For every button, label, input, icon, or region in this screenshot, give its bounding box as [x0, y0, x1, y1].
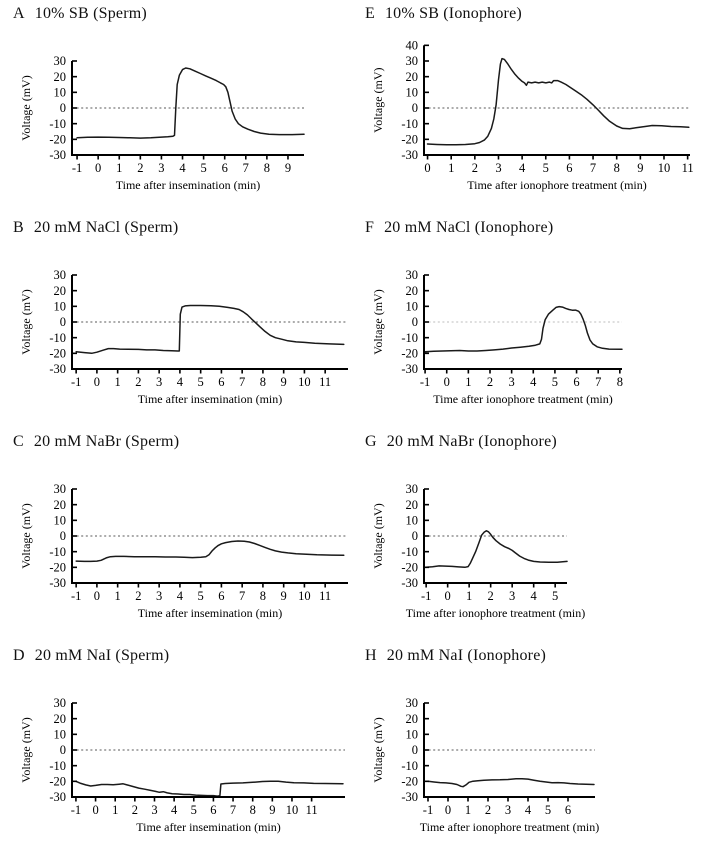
y-axis-title: Voltage (mV) [371, 67, 385, 133]
x-tick-label: 6 [564, 803, 572, 817]
y-tick-label: 10 [53, 727, 66, 742]
y-tick-label: -30 [401, 790, 418, 805]
y-tick-label: 10 [405, 85, 418, 100]
y-tick-label: -10 [401, 330, 418, 345]
x-tick-label: 1 [114, 375, 121, 389]
x-tick-label: 5 [544, 803, 552, 817]
x-tick-label: -1 [420, 589, 432, 603]
y-tick-label: -30 [401, 576, 418, 591]
x-tick-label: -1 [422, 803, 434, 817]
x-tick-label: 1 [114, 589, 121, 603]
x-axis-title: Time after ionophore treatment (min) [467, 178, 647, 192]
y-tick-label: 30 [53, 268, 66, 283]
x-tick-group [421, 583, 558, 603]
x-tick-label: 2 [135, 589, 142, 603]
x-tick-label: 5 [197, 589, 204, 603]
x-tick-label: 7 [242, 161, 249, 175]
voltage-trace [425, 307, 622, 352]
y-tick-label: 30 [405, 268, 418, 283]
y-tick-label: 40 [405, 38, 418, 53]
x-tick-label: 9 [269, 803, 276, 817]
x-tick-group [424, 155, 693, 175]
x-tick-label: 1 [466, 589, 473, 603]
x-tick-label: 8 [613, 161, 620, 175]
y-axis-title: Voltage (mV) [19, 503, 33, 569]
panel-condition-label: 20 mM NaCl (Ionophore) [384, 219, 554, 236]
y-tick-label: 20 [405, 497, 418, 512]
panel-E [352, 0, 704, 214]
panel-letter: E [365, 5, 375, 22]
y-tick-label: 10 [405, 299, 418, 314]
x-axis-title: Time after ionophore treatment (min) [419, 820, 600, 834]
x-tick-label: 10 [298, 589, 311, 603]
x-tick-label: 8 [259, 375, 267, 389]
chart-C [0, 428, 352, 642]
y-tick-label: 10 [53, 299, 66, 314]
x-tick-label: 11 [681, 161, 694, 175]
y-tick-label: -10 [401, 116, 418, 131]
x-axis-title: Time after ionophore treatment (min) [405, 606, 586, 620]
x-tick-label: 6 [566, 161, 573, 175]
x-tick-label: 7 [239, 589, 246, 603]
x-tick-label: 3 [509, 589, 516, 603]
y-tick-label: 0 [411, 315, 418, 330]
x-tick-label: 5 [551, 375, 559, 389]
x-tick-label: 8 [259, 589, 267, 603]
y-axis-title: Voltage (mV) [371, 503, 385, 569]
y-tick-label: 10 [405, 727, 418, 742]
x-axis-title: Time after insemination (min) [137, 606, 283, 620]
x-tick-label: 2 [135, 375, 142, 389]
x-tick-label: 3 [158, 161, 165, 175]
x-tick-group [71, 797, 318, 817]
y-axis-title: Voltage (mV) [19, 289, 33, 355]
x-tick-label: 4 [176, 589, 184, 603]
y-tick-label: -30 [401, 362, 418, 377]
voltage-trace [76, 306, 344, 354]
y-tick-label: -20 [49, 560, 66, 575]
y-tick-label: 20 [405, 69, 418, 84]
x-tick-label: 6 [573, 375, 580, 389]
y-tick-label: 0 [59, 315, 66, 330]
x-tick-label: 7 [589, 161, 597, 175]
y-tick-label: 0 [411, 529, 418, 544]
x-tick-label: 1 [116, 161, 123, 175]
x-tick-label: -1 [70, 589, 82, 603]
x-tick-label: 10 [298, 375, 311, 389]
y-tick-label: 10 [405, 513, 418, 528]
y-axis-title: Voltage (mV) [371, 289, 385, 355]
y-tick-label: 30 [405, 696, 418, 711]
x-tick-label: 3 [495, 161, 502, 175]
panel-condition-label: 20 mM NaI (Sperm) [34, 647, 170, 664]
voltage-trace [428, 59, 689, 145]
x-tick-label: 0 [92, 803, 99, 817]
x-tick-group [420, 369, 623, 389]
y-tick-label: -10 [49, 544, 66, 559]
x-tick-label: 1 [464, 803, 472, 817]
y-tick-label: 30 [405, 482, 418, 497]
x-axis-title: Time after insemination (min) [137, 392, 283, 406]
x-tick-label: 3 [504, 803, 512, 817]
x-tick-label: 4 [518, 161, 526, 175]
x-tick-label: 10 [285, 803, 299, 817]
x-tick-label: 4 [171, 803, 178, 817]
x-tick-label: 8 [263, 161, 271, 175]
chart-G [352, 428, 704, 642]
x-tick-label: 3 [508, 375, 515, 389]
panel-letter: F [365, 219, 375, 236]
y-tick-label: 30 [53, 54, 66, 69]
x-tick-label: -1 [70, 803, 82, 817]
x-tick-label: 5 [190, 803, 197, 817]
x-tick-label: 3 [151, 803, 158, 817]
panel-G [352, 428, 704, 642]
y-tick-label: -20 [49, 774, 66, 789]
y-tick-label: 20 [53, 497, 66, 512]
x-tick-label: 7 [229, 803, 237, 817]
y-tick-label: -30 [49, 790, 66, 805]
x-tick-label: -1 [70, 375, 82, 389]
y-tick-label: -10 [401, 544, 418, 559]
x-tick-label: 3 [156, 375, 163, 389]
x-tick-label: 11 [319, 589, 332, 603]
panel-C [0, 428, 352, 642]
x-tick-label: 9 [280, 589, 287, 603]
x-tick-label: 8 [616, 375, 623, 389]
panel-D [0, 642, 352, 854]
panel-letter: A [13, 5, 25, 22]
y-tick-label: -30 [49, 576, 66, 591]
x-tick-label: 11 [319, 375, 332, 389]
y-tick-label: -20 [49, 346, 66, 361]
x-tick-label: 11 [305, 803, 318, 817]
x-tick-group [71, 369, 331, 389]
x-tick-label: 0 [424, 161, 431, 175]
y-tick-label: 0 [59, 529, 66, 544]
x-tick-label: 0 [443, 375, 450, 389]
y-tick-label: 0 [59, 743, 66, 758]
y-tick-label: 10 [53, 513, 66, 528]
x-tick-label: 8 [249, 803, 256, 817]
chart-F [352, 214, 704, 428]
chart-B [0, 214, 352, 428]
x-axis-title: Time after insemination (min) [136, 820, 281, 834]
y-tick-label: 10 [53, 85, 66, 100]
x-tick-label: 2 [484, 803, 492, 817]
y-tick-label: 0 [411, 101, 418, 116]
voltage-trace [428, 779, 594, 787]
panel-letter: H [365, 647, 377, 664]
y-tick-label: 0 [59, 101, 66, 116]
x-tick-label: 4 [530, 375, 537, 389]
panel-letter: C [13, 433, 24, 450]
chart-H [352, 642, 704, 854]
panel-condition-label: 20 mM NaBr (Ionophore) [386, 433, 557, 450]
x-tick-label: 7 [239, 375, 246, 389]
x-tick-label: 4 [179, 161, 186, 175]
x-tick-label: 1 [465, 375, 472, 389]
panel-B [0, 214, 352, 428]
x-tick-label: 3 [156, 589, 163, 603]
panel-condition-label: 10% SB (Ionophore) [384, 5, 522, 22]
panel-condition-label: 20 mM NaCl (Sperm) [33, 219, 179, 236]
x-axis-title: Time after insemination (min) [115, 178, 261, 192]
x-tick-label: 1 [448, 161, 455, 175]
y-tick-label: 20 [53, 711, 66, 726]
y-tick-label: 30 [53, 482, 66, 497]
y-tick-label: -10 [49, 116, 66, 131]
x-tick-label: 0 [93, 375, 101, 389]
y-tick-label: 20 [405, 711, 418, 726]
x-tick-label: 10 [657, 161, 671, 175]
x-tick-label: -1 [419, 375, 431, 389]
x-axis-title: Time after ionophore treatment (min) [433, 392, 613, 406]
x-tick-label: 0 [95, 161, 102, 175]
x-tick-label: 5 [552, 589, 559, 603]
x-tick-label: -1 [71, 161, 83, 175]
y-tick-label: -30 [49, 148, 66, 163]
y-tick-label: -30 [401, 148, 418, 163]
chart-E [352, 0, 704, 214]
y-tick-label: -10 [49, 758, 66, 773]
y-tick-label: -10 [49, 330, 66, 345]
x-tick-label: 0 [444, 589, 451, 603]
y-axis-title: Voltage (mV) [19, 75, 33, 141]
panel-H [352, 642, 704, 854]
y-tick-label: 20 [53, 283, 66, 298]
x-tick-label: 0 [93, 589, 101, 603]
y-tick-label: -20 [401, 346, 418, 361]
x-tick-label: 5 [197, 375, 204, 389]
x-tick-label: 2 [131, 803, 138, 817]
panel-A [0, 0, 352, 214]
x-tick-label: 4 [524, 803, 532, 817]
panel-condition-label: 20 mM NaBr (Sperm) [33, 433, 180, 450]
panel-F [352, 214, 704, 428]
x-tick-label: 5 [542, 161, 549, 175]
panel-letter: G [365, 433, 377, 450]
y-axis-title: Voltage (mV) [19, 717, 33, 783]
y-tick-label: 30 [405, 54, 418, 69]
y-tick-label: -20 [401, 774, 418, 789]
y-tick-label: -30 [49, 362, 66, 377]
y-tick-label: 30 [53, 696, 66, 711]
y-tick-label: -20 [401, 560, 418, 575]
panel-letter: B [13, 219, 24, 236]
voltage-trace [76, 541, 344, 561]
x-tick-label: 9 [637, 161, 644, 175]
x-tick-label: 9 [284, 161, 292, 175]
x-tick-label: 4 [176, 375, 184, 389]
chart-A [0, 0, 352, 214]
x-tick-label: 4 [530, 589, 537, 603]
x-tick-group [71, 583, 331, 603]
chart-D [0, 642, 352, 854]
x-tick-label: 7 [595, 375, 602, 389]
panel-letter: D [13, 647, 25, 664]
x-tick-group [72, 155, 291, 175]
x-tick-label: 2 [137, 161, 144, 175]
x-tick-label: 6 [221, 161, 228, 175]
y-tick-label: -10 [401, 758, 418, 773]
y-tick-label: -20 [401, 132, 418, 147]
x-tick-group [423, 797, 571, 817]
x-tick-label: 6 [218, 375, 225, 389]
x-tick-label: 0 [444, 803, 452, 817]
x-tick-label: 6 [210, 803, 217, 817]
y-tick-label: -20 [49, 132, 66, 147]
y-axis-title: Voltage (mV) [371, 717, 385, 783]
voltage-trace [76, 781, 343, 796]
x-tick-label: 1 [112, 803, 119, 817]
y-tick-label: 20 [405, 283, 418, 298]
panel-condition-label: 10% SB (Sperm) [34, 5, 147, 22]
y-tick-label: 0 [411, 743, 418, 758]
x-tick-label: 6 [218, 589, 225, 603]
x-tick-label: 9 [280, 375, 287, 389]
x-tick-label: 2 [487, 589, 494, 603]
voltage-trace [77, 68, 304, 138]
x-tick-label: 2 [471, 161, 478, 175]
panel-condition-label: 20 mM NaI (Ionophore) [386, 647, 547, 664]
y-tick-label: 20 [53, 69, 66, 84]
x-tick-label: 5 [200, 161, 207, 175]
x-tick-label: 2 [486, 375, 494, 389]
